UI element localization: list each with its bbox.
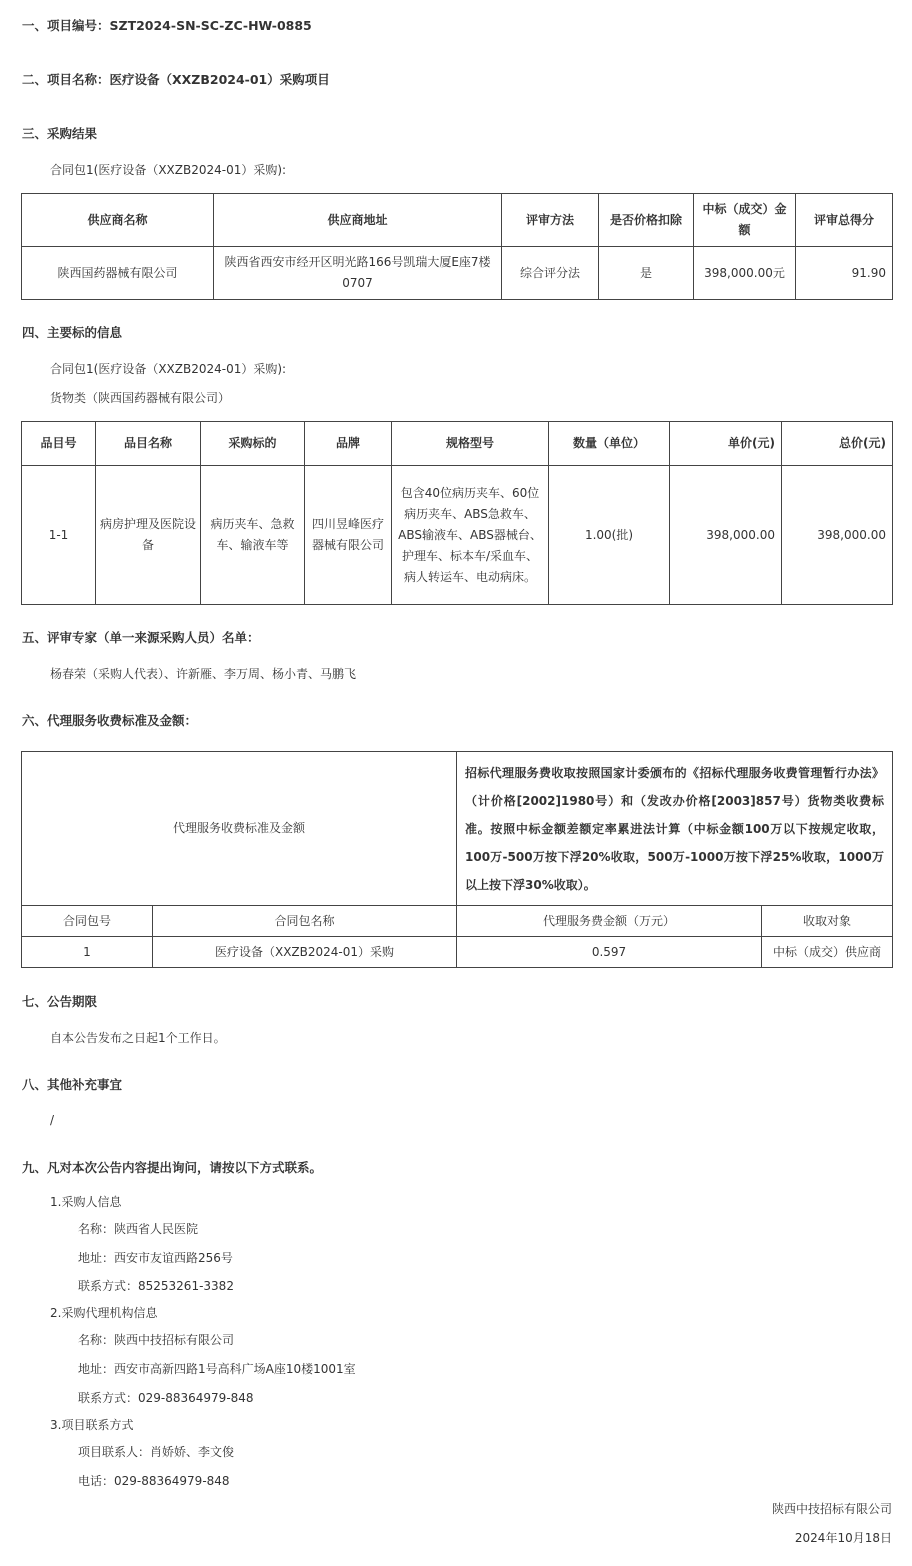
fee-standard-cell: 招标代理服务费收取按照国家计委颁布的《招标代理服务收费管理暂行办法》（计价格[2002]1980号）和（发改办价格[2003]857号）货物类收费标准。按照中标金额差额定率累进法计算（中标金额100万以下按规定收取，100万-500万按下浮20%收取，500万-1000万按下浮25%收取，1000万以上按下浮30%收取）。 bbox=[457, 752, 893, 906]
items-cell-spec: 包含40位病历夹车、60位病历夹车、ABS急救车、ABS输液车、ABS器械台、护理车、标本车/采血车、病人转运车、电动病床。 bbox=[392, 466, 549, 605]
experts-list: 杨春荣（采购人代表）、许新雁、李万周、杨小青、马鹏飞 bbox=[50, 667, 357, 681]
section-project-name: 二、项目名称：医疗设备（XXZB2024-01）采购项目 bbox=[22, 72, 330, 87]
result-th-price-deduction: 是否价格扣除 bbox=[599, 194, 694, 247]
fee-th-package-no: 合同包号 bbox=[22, 906, 153, 937]
result-cell-supplier: 陕西国药器械有限公司 bbox=[22, 247, 214, 300]
footer-organization: 陕西中技招标有限公司 bbox=[771, 1502, 892, 1516]
table-row bbox=[22, 247, 893, 300]
items-th-total-price: 总价(元) bbox=[782, 422, 893, 466]
items-cell-total-price: 398,000.00 bbox=[782, 466, 893, 605]
result-cell-score: 91.90 bbox=[796, 247, 893, 300]
section-experts: 五、评审专家（单一来源采购人员）名单： bbox=[22, 630, 260, 645]
items-th-spec: 规格型号 bbox=[392, 422, 549, 466]
fee-cell-payer: 中标（成交）供应商 bbox=[762, 937, 893, 968]
result-th-supplier: 供应商名称 bbox=[22, 194, 214, 247]
agency-name: 名称：陕西中技招标有限公司 bbox=[78, 1333, 235, 1347]
result-th-score: 评审总得分 bbox=[796, 194, 893, 247]
items-cell-brand: 四川昱峰医疗器械有限公司 bbox=[305, 466, 392, 605]
result-th-method: 评审方法 bbox=[502, 194, 599, 247]
fee-cell-package-name: 医疗设备（XXZB2024-01）采购 bbox=[153, 937, 457, 968]
section-project-number: 一、项目编号：SZT2024-SN-SC-ZC-HW-0885 bbox=[22, 18, 312, 33]
items-th-brand: 品牌 bbox=[305, 422, 392, 466]
items-package-label: 合同包1(医疗设备（XXZB2024-01）采购): bbox=[50, 362, 287, 376]
result-cell-price-deduction: 是 bbox=[599, 247, 694, 300]
result-cell-amount: 398,000.00元 bbox=[694, 247, 796, 300]
fee-th-payer: 收取对象 bbox=[762, 906, 893, 937]
buyer-info-title: 1.采购人信息 bbox=[50, 1195, 122, 1209]
buyer-name: 名称：陕西省人民医院 bbox=[78, 1222, 199, 1236]
items-th-quantity: 数量（单位） bbox=[549, 422, 670, 466]
fee-th-package-name: 合同包名称 bbox=[153, 906, 457, 937]
items-cell-quantity: 1.00(批) bbox=[549, 466, 670, 605]
fee-label-cell: 代理服务收费标准及金额 bbox=[22, 752, 457, 906]
other-matters-text: / bbox=[50, 1113, 55, 1127]
project-contact-title: 3.项目联系方式 bbox=[50, 1418, 134, 1432]
items-th-unit-price: 单价(元) bbox=[670, 422, 782, 466]
section-procurement-result: 三、采购结果 bbox=[22, 126, 98, 141]
fee-cell-amount: 0.597 bbox=[457, 937, 762, 968]
items-cell-subject: 病历夹车、急救车、输液车等 bbox=[201, 466, 305, 605]
fee-table bbox=[21, 751, 893, 968]
result-package-label: 合同包1(医疗设备（XXZB2024-01）采购): bbox=[50, 163, 287, 177]
agency-phone: 联系方式：029-88364979-848 bbox=[78, 1391, 254, 1405]
table-row bbox=[22, 466, 893, 605]
notice-period-text: 自本公告发布之日起1个工作日。 bbox=[50, 1031, 226, 1045]
section-main-items: 四、主要标的信息 bbox=[22, 325, 123, 340]
items-cell-number: 1-1 bbox=[22, 466, 96, 605]
result-cell-address: 陕西省西安市经开区明光路166号凯瑞大厦E座7楼0707 bbox=[214, 247, 502, 300]
items-cell-unit-price: 398,000.00 bbox=[670, 466, 782, 605]
result-th-address: 供应商地址 bbox=[214, 194, 502, 247]
items-category-label: 货物类（陕西国药器械有限公司） bbox=[50, 391, 231, 405]
result-th-amount: 中标（成交）金额 bbox=[694, 194, 796, 247]
result-cell-method: 综合评分法 bbox=[502, 247, 599, 300]
items-cell-name: 病房护理及医院设备 bbox=[96, 466, 201, 605]
section-agency-fee: 六、代理服务收费标准及金额： bbox=[22, 713, 198, 728]
agency-address: 地址：西安市高新四路1号高科广场A座10楼1001室 bbox=[78, 1362, 356, 1376]
fee-th-amount: 代理服务费金额（万元） bbox=[457, 906, 762, 937]
items-table bbox=[21, 421, 893, 605]
section-contact: 九、凡对本次公告内容提出询问，请按以下方式联系。 bbox=[22, 1160, 323, 1175]
project-contact-phone: 电话：029-88364979-848 bbox=[78, 1474, 230, 1488]
section-other-matters: 八、其他补充事宜 bbox=[22, 1077, 123, 1092]
items-th-name: 品目名称 bbox=[96, 422, 201, 466]
project-contact-people: 项目联系人：肖娇娇、李文俊 bbox=[78, 1445, 235, 1459]
agency-info-title: 2.采购代理机构信息 bbox=[50, 1306, 158, 1320]
result-table bbox=[21, 193, 893, 300]
footer-date: 2024年10月18日 bbox=[794, 1531, 892, 1545]
fee-cell-package-no: 1 bbox=[22, 937, 153, 968]
section-notice-period: 七、公告期限 bbox=[22, 994, 98, 1009]
items-th-number: 品目号 bbox=[22, 422, 96, 466]
buyer-phone: 联系方式：85253261-3382 bbox=[78, 1279, 234, 1293]
buyer-address: 地址：西安市友谊西路256号 bbox=[78, 1251, 233, 1265]
table-row bbox=[22, 937, 893, 968]
items-th-subject: 采购标的 bbox=[201, 422, 305, 466]
